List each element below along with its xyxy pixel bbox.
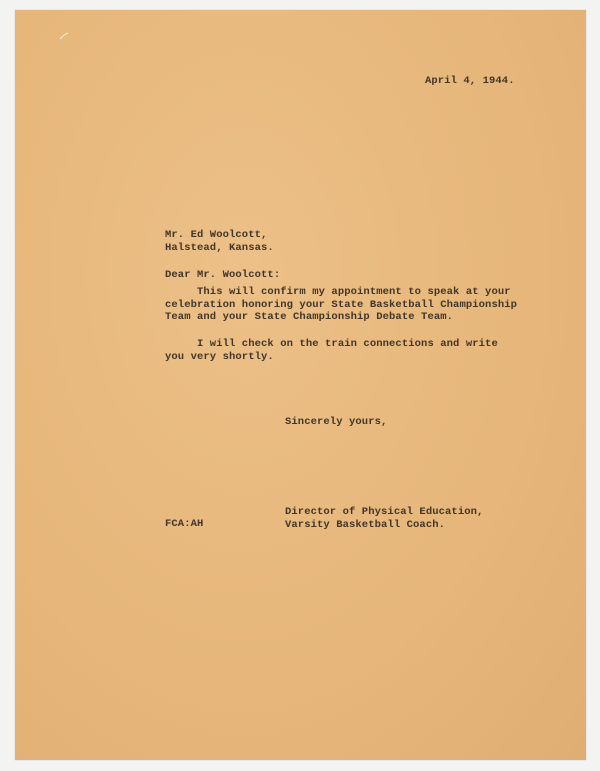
- closing: Sincerely yours,: [285, 416, 388, 428]
- body-line: celebration honoring your State Basketball Championship: [165, 298, 518, 311]
- recipient-address: [165, 229, 274, 254]
- body-paragraph-1: [165, 286, 517, 324]
- body-line: I will check on the train connections and write: [165, 338, 498, 350]
- letter-page: [15, 10, 586, 760]
- body-paragraph-2: [165, 338, 498, 363]
- letter-date: April 4, 1944.: [425, 75, 515, 87]
- reference-initials: FCA:AH: [165, 518, 204, 530]
- paper-mark: [59, 32, 69, 40]
- salutation: Dear Mr. Woolcott:: [165, 269, 281, 281]
- recipient-city: Halstead, Kansas.: [165, 241, 274, 254]
- signature-block: [285, 506, 483, 531]
- body-line: Team and your State Championship Debate Team.: [165, 311, 454, 323]
- body-line: you very shortly.: [165, 350, 274, 363]
- signature-title-2: Varsity Basketball Coach.: [285, 518, 446, 531]
- signature-title-1: Director of Physical Education,: [285, 506, 484, 518]
- body-line: This will confirm my appointment to speak at your: [165, 286, 511, 298]
- recipient-name: Mr. Ed Woolcott,: [165, 229, 268, 241]
